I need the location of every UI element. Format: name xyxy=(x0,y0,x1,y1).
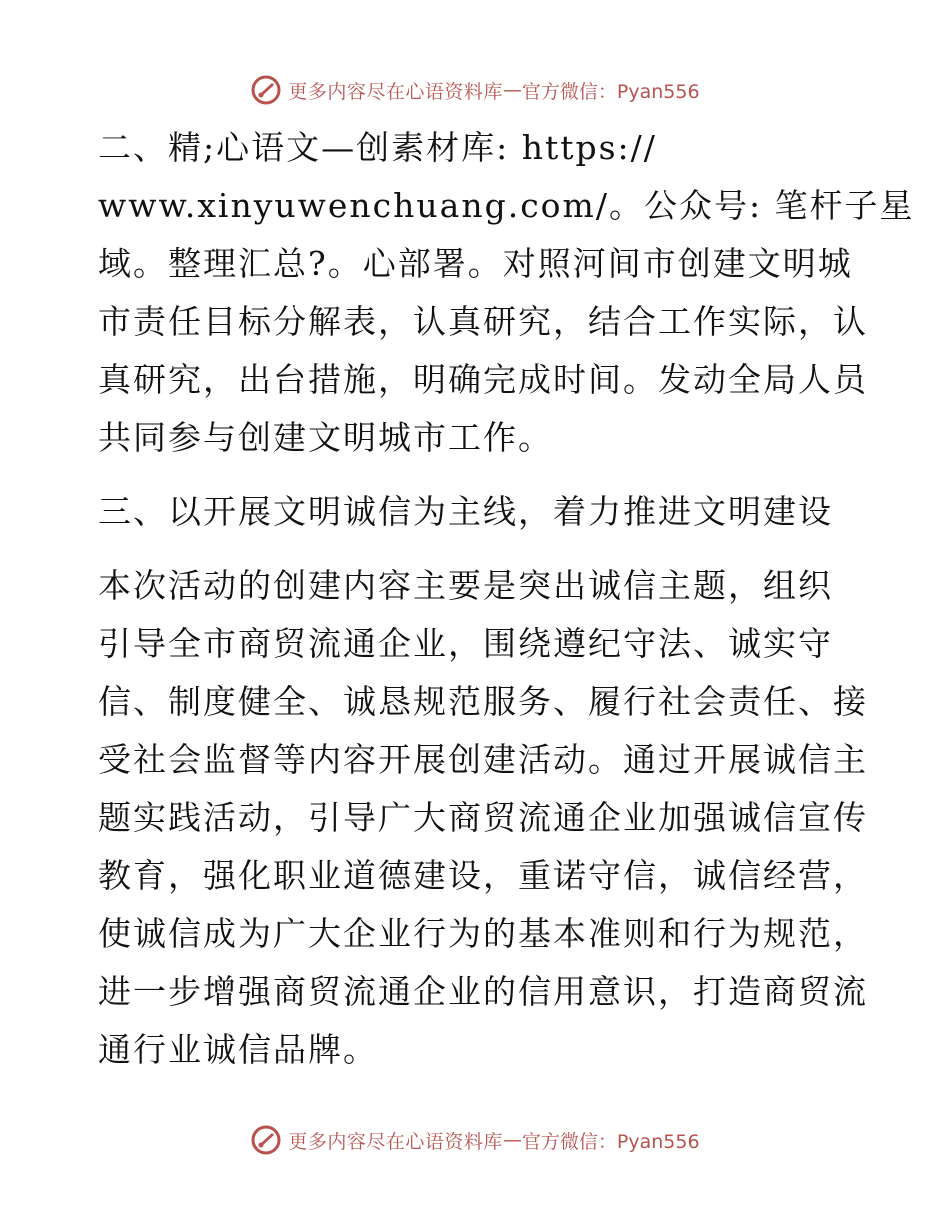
text-line: 二、精;心语文—创素材库: https:// xyxy=(98,128,657,167)
banner-separator: — xyxy=(502,79,522,101)
text-line: 信、制度健全、诚恳规范服务、履行社会责任、接 xyxy=(98,682,868,721)
text-line: 使诚信成为广大企业行为的基本准则和行为规范， xyxy=(98,914,868,953)
footer-banner xyxy=(0,1120,950,1160)
text-line: 域。整理汇总?。心部署。对照河间市创建文明城 xyxy=(98,244,853,283)
text-line: www.xinyuwenchuang.com/。公众号: 笔杆子星 xyxy=(98,186,915,225)
brand-logo-icon xyxy=(250,74,282,106)
banner-title: 更多内容尽在心语资料库 xyxy=(288,1130,503,1153)
text-line: 教育，强化职业道德建设，重诺守信，诚信经营， xyxy=(98,856,868,895)
text-line: 真研究，出台措施，明确完成时间。发动全局人员 xyxy=(98,360,868,399)
section-heading: 三、以开展文明诚信为主线，着力推进文明建设 xyxy=(98,492,833,531)
text-line: 共同参与创建文明城市工作。 xyxy=(98,418,553,457)
banner-wechat: 官方微信：Pyan556 xyxy=(521,1130,700,1153)
text-line: 市责任目标分解表，认真研究，结合工作实际，认 xyxy=(98,302,868,341)
text-line: 受社会监督等内容开展创建活动。通过开展诚信主 xyxy=(98,740,868,779)
text-line: 引导全市商贸流通企业，围绕遵纪守法、诚实守 xyxy=(98,624,833,663)
text-line: 题实践活动，引导广大商贸流通企业加强诚信宣传 xyxy=(98,798,868,837)
header-banner xyxy=(0,70,950,110)
banner-wechat: 官方微信：Pyan556 xyxy=(521,80,700,103)
text-line: 本次活动的创建内容主要是突出诚信主题，组织 xyxy=(98,566,833,605)
banner-separator: — xyxy=(502,1129,522,1151)
brand-logo-icon xyxy=(250,1124,282,1156)
banner-title: 更多内容尽在心语资料库 xyxy=(288,80,503,103)
text-line: 通行业诚信品牌。 xyxy=(98,1030,378,1069)
text-line: 进一步增强商贸流通企业的信用意识，打造商贸流 xyxy=(98,972,868,1011)
